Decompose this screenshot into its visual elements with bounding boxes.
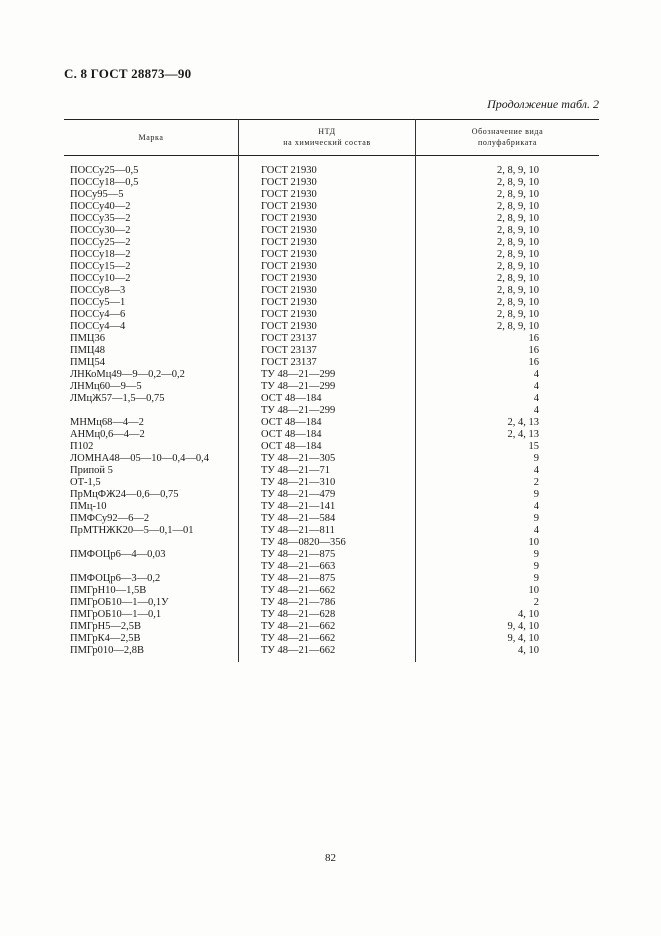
cell-type-code: 9: [533, 453, 539, 464]
cell-ntd: ГОСТ 21930: [261, 297, 317, 308]
cell-type-code: 2, 8, 9, 10: [497, 213, 539, 224]
cell-type-code: 9: [533, 561, 539, 572]
header-ntd-line: на химический состав: [283, 138, 371, 147]
cell-ntd: ГОСТ 21930: [261, 261, 317, 272]
table-row: [64, 237, 599, 249]
cell-ntd: ГОСТ 23137: [261, 333, 317, 344]
cell-type-code: 9: [533, 513, 539, 524]
cell-grade: МНМц68—4—2: [70, 417, 144, 428]
table-row: [64, 585, 599, 597]
cell-type-code: 2, 8, 9, 10: [497, 237, 539, 248]
cell-type-code: 10: [528, 585, 539, 596]
cell-grade: ПОССу15—2: [70, 261, 131, 272]
cell-type-code: 2, 8, 9, 10: [497, 225, 539, 236]
cell-type-code: 4: [533, 465, 539, 476]
cell-grade: ЛНКоМц49—9—0,2—0,2: [70, 369, 185, 380]
table-row: [64, 609, 599, 621]
cell-type-code: 9, 4, 10: [507, 633, 539, 644]
table-header-rule: [64, 155, 599, 156]
cell-type-code: 2, 4, 13: [507, 417, 539, 428]
cell-type-code: 2, 8, 9, 10: [497, 249, 539, 260]
cell-grade: ПМЦ48: [70, 345, 106, 356]
cell-grade: ПОССу35—2: [70, 213, 131, 224]
cell-type-code: 2, 8, 9, 10: [497, 309, 539, 320]
table-row: [64, 561, 599, 573]
cell-ntd: ГОСТ 21930: [261, 213, 317, 224]
table-row: [64, 249, 599, 261]
table-row: [64, 393, 599, 405]
cell-ntd: ГОСТ 21930: [261, 249, 317, 260]
table-row: [64, 489, 599, 501]
cell-grade: ПОССу40—2: [70, 201, 131, 212]
header-ntd: [239, 119, 415, 155]
cell-ntd: ТУ 48—21—299: [261, 381, 336, 392]
table-row: [64, 201, 599, 213]
cell-type-code: 10: [528, 537, 539, 548]
cell-type-code: 2, 8, 9, 10: [497, 321, 539, 332]
cell-grade: ПМц-10: [70, 501, 107, 512]
cell-grade: ПОССу18—2: [70, 249, 131, 260]
cell-ntd: ГОСТ 21930: [261, 189, 317, 200]
cell-type-code: 4: [533, 405, 539, 416]
cell-ntd: ТУ 48—0820—356: [261, 537, 346, 548]
cell-ntd: ОСТ 48—184: [261, 441, 322, 452]
table-row: [64, 357, 599, 369]
table-row: [64, 537, 599, 549]
cell-type-code: 2, 4, 13: [507, 429, 539, 440]
cell-grade: Припой 5: [70, 465, 113, 476]
table-row: [64, 597, 599, 609]
cell-ntd: ТУ 48—21—662: [261, 621, 336, 632]
cell-type-code: 2, 8, 9, 10: [497, 285, 539, 296]
cell-ntd: ТУ 48—21—875: [261, 573, 336, 584]
cell-type-code: 4: [533, 525, 539, 536]
table-row: [64, 573, 599, 585]
cell-ntd: ГОСТ 21930: [261, 273, 317, 284]
table-row: [64, 501, 599, 513]
cell-grade: ПОСу95—5: [70, 189, 124, 200]
cell-grade: П102: [70, 441, 94, 452]
cell-grade: ЛМцЖ57—1,5—0,75: [70, 393, 165, 404]
cell-grade: ПОССу30—2: [70, 225, 131, 236]
cell-grade: ПОССу8—3: [70, 285, 126, 296]
cell-type-code: 2: [533, 477, 539, 488]
cell-ntd: ТУ 48—21—663: [261, 561, 336, 572]
table-row: [64, 273, 599, 285]
cell-grade: ПрМТНЖК20—5—0,1—01: [70, 525, 194, 536]
table-row: [64, 417, 599, 429]
page-number: 82: [325, 852, 336, 864]
header-type-line: полуфабриката: [477, 138, 538, 147]
page-header: С. 8 ГОСТ 28873—90: [64, 66, 192, 81]
cell-ntd: ТУ 48—21—662: [261, 585, 336, 596]
cell-grade: ПОССу18—0,5: [70, 177, 139, 188]
cell-grade: ПОССу4—4: [70, 321, 126, 332]
cell-grade: ПОССу25—2: [70, 237, 131, 248]
cell-grade: ПМЦ54: [70, 357, 106, 368]
cell-grade: ПМГрН10—1,5В: [70, 585, 147, 596]
table-row: [64, 381, 599, 393]
cell-ntd: ГОСТ 23137: [261, 345, 317, 356]
cell-ntd: ГОСТ 21930: [261, 225, 317, 236]
cell-type-code: 2, 8, 9, 10: [497, 165, 539, 176]
cell-type-code: 2, 8, 9, 10: [497, 189, 539, 200]
cell-type-code: 9: [533, 573, 539, 584]
table-row: [64, 261, 599, 273]
cell-ntd: ТУ 48—21—584: [261, 513, 336, 524]
cell-ntd: ГОСТ 23137: [261, 357, 317, 368]
table-row: [64, 321, 599, 333]
cell-grade: ПМГрК4—2,5В: [70, 633, 141, 644]
cell-ntd: ОСТ 48—184: [261, 417, 322, 428]
cell-ntd: ТУ 48—21—310: [261, 477, 336, 488]
cell-grade: ПОССу5—1: [70, 297, 126, 308]
cell-grade: ПМФСу92—6—2: [70, 513, 150, 524]
cell-ntd: ТУ 48—21—662: [261, 633, 336, 644]
cell-ntd: ГОСТ 21930: [261, 165, 317, 176]
cell-grade: ПМГрН5—2,5В: [70, 621, 142, 632]
cell-grade: ЛОМНА48—05—10—0,4—0,4: [70, 453, 209, 464]
cell-ntd: ТУ 48—21—628: [261, 609, 336, 620]
table-row: [64, 165, 599, 177]
table-row: [64, 441, 599, 453]
cell-type-code: 16: [528, 345, 539, 356]
cell-ntd: ГОСТ 21930: [261, 309, 317, 320]
cell-ntd: ТУ 48—21—786: [261, 597, 336, 608]
cell-type-code: 2, 8, 9, 10: [497, 177, 539, 188]
table-row: [64, 369, 599, 381]
cell-grade: ПОССу10—2: [70, 273, 131, 284]
cell-ntd: ГОСТ 21930: [261, 321, 317, 332]
cell-grade: ПОССу4—6: [70, 309, 126, 320]
cell-type-code: 2, 8, 9, 10: [497, 273, 539, 284]
cell-type-code: 4: [533, 381, 539, 392]
table-row: [64, 285, 599, 297]
table-row: [64, 525, 599, 537]
cell-type-code: 9, 4, 10: [507, 621, 539, 632]
table-row: [64, 633, 599, 645]
cell-ntd: ТУ 48—21—71: [261, 465, 330, 476]
header-ntd-line: НТД: [318, 127, 336, 136]
cell-ntd: ТУ 48—21—811: [261, 525, 335, 536]
table-row: [64, 345, 599, 357]
cell-ntd: ТУ 48—21—305: [261, 453, 336, 464]
cell-type-code: 4: [533, 393, 539, 404]
cell-type-code: 4, 10: [518, 609, 539, 620]
table-row: [64, 177, 599, 189]
cell-ntd: ОСТ 48—184: [261, 429, 322, 440]
cell-grade: ПОССу25—0,5: [70, 165, 139, 176]
cell-type-code: 15: [528, 441, 539, 452]
table-row: [64, 549, 599, 561]
cell-type-code: 2, 8, 9, 10: [497, 201, 539, 212]
cell-grade: АНМц0,6—4—2: [70, 429, 145, 440]
cell-type-code: 4: [533, 369, 539, 380]
cell-ntd: ГОСТ 21930: [261, 285, 317, 296]
cell-type-code: 16: [528, 333, 539, 344]
table-row: [64, 189, 599, 201]
cell-ntd: ТУ 48—21—141: [261, 501, 336, 512]
cell-grade: ЛНМц60—9—5: [70, 381, 142, 392]
cell-grade: ПМГрОБ10—1—0,1У: [70, 597, 169, 608]
cell-ntd: ТУ 48—21—299: [261, 369, 336, 380]
cell-ntd: ОСТ 48—184: [261, 393, 322, 404]
cell-ntd: ТУ 48—21—299: [261, 405, 336, 416]
table-body: [64, 165, 599, 657]
table-row: [64, 621, 599, 633]
cell-grade: ПМГр010—2,8В: [70, 645, 144, 656]
cell-grade: ПМГрОБ10—1—0,1: [70, 609, 162, 620]
table-row: [64, 513, 599, 525]
cell-ntd: ТУ 48—21—875: [261, 549, 336, 560]
cell-ntd: ГОСТ 21930: [261, 237, 317, 248]
cell-grade: ПМФОЦр6—4—0,03: [70, 549, 166, 560]
header-type-line: Обозначение вида: [471, 127, 544, 136]
table-continuation-label: Продолжение табл. 2: [487, 97, 599, 111]
table-row: [64, 477, 599, 489]
table-row: [64, 645, 599, 657]
cell-ntd: ГОСТ 21930: [261, 201, 317, 212]
cell-grade: ОТ-1,5: [70, 477, 101, 488]
cell-type-code: 9: [533, 549, 539, 560]
cell-ntd: ТУ 48—21—662: [261, 645, 336, 656]
table-row: [64, 297, 599, 309]
cell-type-code: 9: [533, 489, 539, 500]
table-row: [64, 213, 599, 225]
header-semifinished-type: [416, 119, 599, 155]
cell-type-code: 2, 8, 9, 10: [497, 297, 539, 308]
cell-grade: ПрМцФЖ24—0,6—0,75: [70, 489, 179, 500]
cell-ntd: ГОСТ 21930: [261, 177, 317, 188]
cell-type-code: 4, 10: [518, 645, 539, 656]
table-row: [64, 429, 599, 441]
table-row: [64, 465, 599, 477]
cell-type-code: 4: [533, 501, 539, 512]
table-row: [64, 333, 599, 345]
table-row: [64, 453, 599, 465]
cell-grade: ПМЦ36: [70, 333, 106, 344]
cell-grade: ПМФОЦр6—3—0,2: [70, 573, 161, 584]
table-row: [64, 225, 599, 237]
cell-type-code: 16: [528, 357, 539, 368]
cell-ntd: ТУ 48—21—479: [261, 489, 336, 500]
header-grade-line: Марка: [138, 132, 164, 142]
table-row: [64, 405, 599, 417]
table-row: [64, 309, 599, 321]
header-grade: [64, 119, 238, 155]
cell-type-code: 2: [533, 597, 539, 608]
cell-type-code: 2, 8, 9, 10: [497, 261, 539, 272]
